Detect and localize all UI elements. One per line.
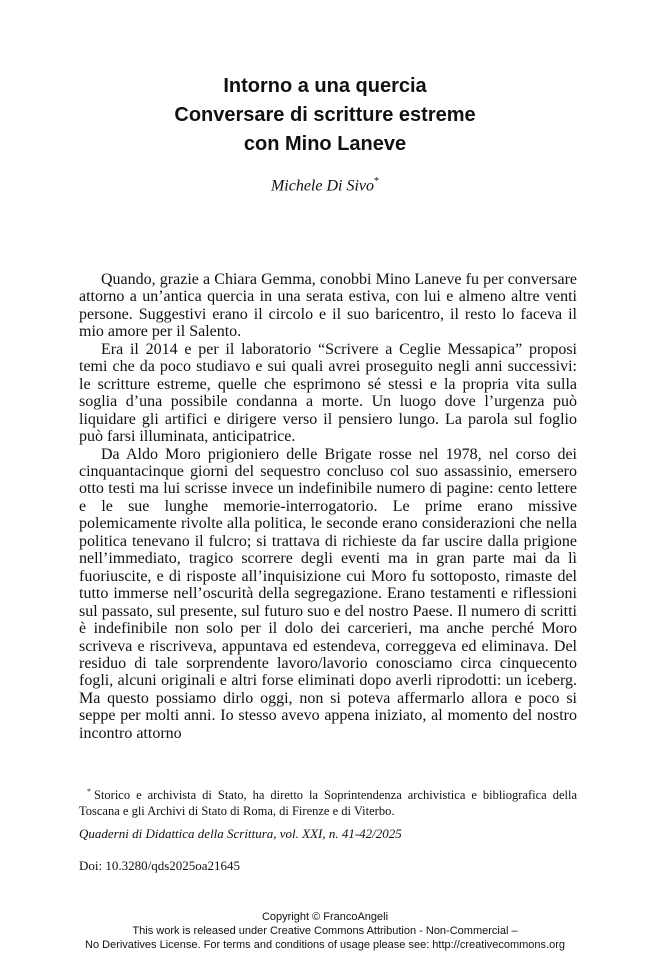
paragraph: Quando, grazie a Chiara Gemma, conobbi Mino Laneve fu per conversare attorno a un’antica quercia in una serata estiva, con lui e almeno altre venti persone. Suggestivi erano il circolo e il suo baricentro, il resto lo faceva il mio amore per il Salento.: [79, 271, 577, 341]
paragraph: Era il 2014 e per il laboratorio “Scrivere a Ceglie Messapica” proposi temi che da poco studiavo e sui quali avrei proseguito negli anni successivi: le scritture estreme, quelle che esprimono sé stessi e la propria vita sulla soglia d’una possibile condanna a morte. Un luogo dove l’urgenza può liquidare gli artifici e dirigere verso il pensiero lungo. La parola sul foglio può farsi illuminata, anticipatrice.: [79, 340, 577, 446]
footnote-mark: *: [87, 787, 91, 796]
copyright-line-1: Copyright © FrancoAngeli: [261, 911, 389, 923]
copyright-line-3: No Derivatives License. For terms and conditions of usage please see: http://creativecommons.org: [85, 939, 565, 951]
article-body: [79, 271, 577, 742]
author-name: Michele Di Sivo: [270, 177, 375, 195]
footnote: [79, 784, 577, 819]
article-title: [60, 72, 590, 159]
copyright-line-2: This work is released under Creative Commons Attribution - Non-Commercial –: [132, 925, 518, 937]
title-line-2: Conversare di scritture estreme: [174, 104, 476, 126]
journal-citation: Quaderni di Didattica della Scrittura, vol. XXI, n. 41-42/2025: [79, 826, 402, 841]
footnote-text: Storico e archivista di Stato, ha diretto la Soprintendenza archivistica e bibliografica della Toscana e gli Archivi di Stato di Roma, di Firenze e di Viterbo.: [79, 788, 577, 819]
title-line-3: con Mino Laneve: [243, 133, 407, 155]
author-footnote-mark: *: [374, 176, 380, 187]
paragraph: Da Aldo Moro prigioniero delle Brigate rosse nel 1978, nel corso dei cinquantacinque giorni del sequestro concluso col suo assassinio, emersero otto testi ma lui scrisse invece un indefinibile numero di pagine: cento lettere e le sue lunghe memorie-interrogatorio. Le prime erano missive polemicamente rivolte alla politica, le seconde erano considerazioni che nella politica tenevano il fulcro; si trattava di richieste da far uscire dalla prigione nell’immediato, tragico scorrere degli eventi ma in gran parte mai da lì fuoriuscite, e di risposte all’inquisizione cui Moro fu sottoposto, rimaste del tutto immerse nell’oscurità della segregazione. Erano testamenti e riflessioni sul passato, sul presente, sul futuro suo e del nostro Paese. Il numero di scritti è indefinibile non solo per il dolo dei carcerieri, ma anche perché Moro scriveva e riscriveva, appuntava ed estendeva, correggeva ed eliminava. Del residuo di tale sorprendente lavoro/lavorio conosciamo circa cinquecento fogli, alcuni originali e altri forse eliminati dopo averli riprodotti: un iceberg. Ma questo possiamo dirlo oggi, non si poteva affermarlo allora e poco si seppe per molti anni. Io stesso avevo appena iniziato, al momento del nostro incontro attorno: [79, 445, 577, 742]
copyright-notice: [0, 910, 650, 952]
author-byline: [60, 176, 590, 195]
doi: Doi: 10.3280/qds2025oa21645: [79, 858, 241, 873]
title-line-1: Intorno a una quercia: [223, 75, 427, 97]
